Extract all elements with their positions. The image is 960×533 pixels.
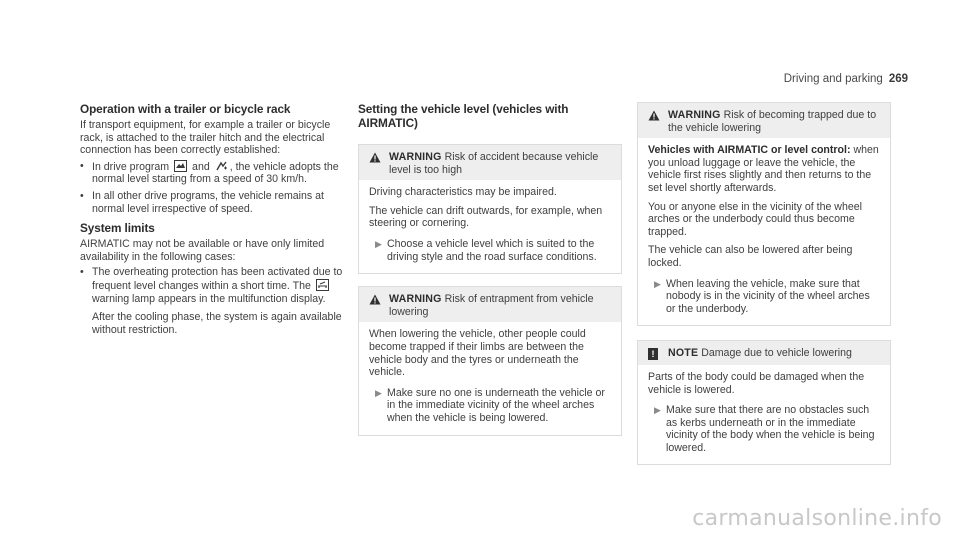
off-road-program-icon: [174, 160, 187, 172]
warning-title: Risk of entrapment from vehicle lowering: [389, 293, 594, 318]
action-step: ▶ When leaving the vehicle, make sure that nobody is in the vicinity of the wheel arches or the underbody.: [648, 278, 880, 316]
warning-title: Risk of becoming trapped due to the vehicle lowering: [668, 109, 877, 134]
list-item: • In all other drive programs, the vehicle remains at normal level irrespective of speed.: [80, 190, 352, 215]
note-label: NOTE: [668, 347, 699, 360]
note-box-damage: [637, 340, 891, 465]
warning-text: When lowering the vehicle, other people could become trapped if their limbs are between the vehicle body and the tyres or underneath the vehicle.: [369, 328, 586, 379]
warning-text: You or anyone else in the vicinity of the wheel arches or the underbody could thus become trapped.: [648, 200, 862, 238]
step-arrow-icon: ▶: [654, 278, 661, 289]
step-arrow-icon: ▶: [375, 387, 382, 398]
warning-triangle-icon: [648, 110, 660, 121]
warning-triangle-icon: [369, 152, 381, 163]
warning-box-trapped: [637, 102, 891, 326]
note-title: Damage due to vehicle lowering: [701, 347, 852, 360]
column-middle: [358, 102, 622, 436]
warning-text: Vehicles with AIRMATIC or level control: when you unload luggage or leave the vehicle, the vehicle first rises slightly and then returns to the set level shortly afterwards.: [648, 144, 879, 194]
warning-text: The vehicle can also be lowered after being locked.: [648, 244, 853, 269]
warning-text: Driving characteristics may be impaired.: [369, 186, 557, 199]
warning-triangle-icon: [369, 294, 381, 305]
warning-box-entrapment: [358, 286, 622, 435]
off-road-plus-program-icon: [215, 160, 228, 172]
list-item: • In drive program and , the vehicle adopts the normal level starting from a speed of 30 km/h.: [80, 160, 352, 186]
heading-trailer-operation: Operation with a trailer or bicycle rack: [80, 102, 291, 116]
heading-vehicle-level: Setting the vehicle level (vehicles with AIRMATIC): [358, 102, 569, 130]
list-item: • The overheating protection has been activated due to frequent level changes within a short time. The warning lamp appears in the multifunction display.: [80, 266, 352, 305]
action-step: ▶ Choose a vehicle level which is suited to the driving style and the road surface conditions.: [369, 238, 611, 263]
trailer-intro: If transport equipment, for example a trailer or bicycle rack, is attached to the trailer hitch and the electrical connection has been correctly established:: [80, 119, 331, 157]
page-number: 269: [888, 73, 908, 85]
limits-intro: AIRMATIC may not be available or have only limited availability in the following cases:: [80, 238, 325, 263]
note-exclamation-icon: !: [648, 348, 658, 360]
action-step: ▶ Make sure that there are no obstacles such as kerbs underneath or in the immediate vicinity of the body when the vehicle is being lowered.: [648, 404, 880, 454]
column-right: [637, 102, 891, 465]
note-text: Parts of the body could be damaged when the vehicle is lowered.: [648, 370, 865, 396]
watermark: carmanualsonline.info: [692, 506, 942, 531]
action-step: ▶ Make sure no one is underneath the vehicle or in the immediate vicinity of the wheel arches when the vehicle is being lowered.: [369, 387, 611, 425]
running-header: [784, 73, 908, 85]
column-left: [80, 102, 352, 336]
warning-text: The vehicle can drift outwards, for example, when steering or cornering.: [369, 204, 603, 230]
airmatic-warning-lamp-icon: [316, 279, 329, 291]
limits-after: After the cooling phase, the system is again available without restriction.: [92, 311, 342, 336]
warning-title: Risk of accident because vehicle level is too high: [389, 151, 599, 176]
warning-label: WARNING: [389, 151, 442, 163]
section-title: Driving and parking: [783, 73, 883, 85]
heading-system-limits: System limits: [80, 221, 155, 236]
step-arrow-icon: ▶: [375, 238, 382, 249]
step-arrow-icon: ▶: [654, 405, 661, 416]
warning-box-high-level: [358, 144, 622, 274]
warning-label: WARNING: [668, 109, 721, 121]
warning-label: WARNING: [389, 293, 442, 306]
